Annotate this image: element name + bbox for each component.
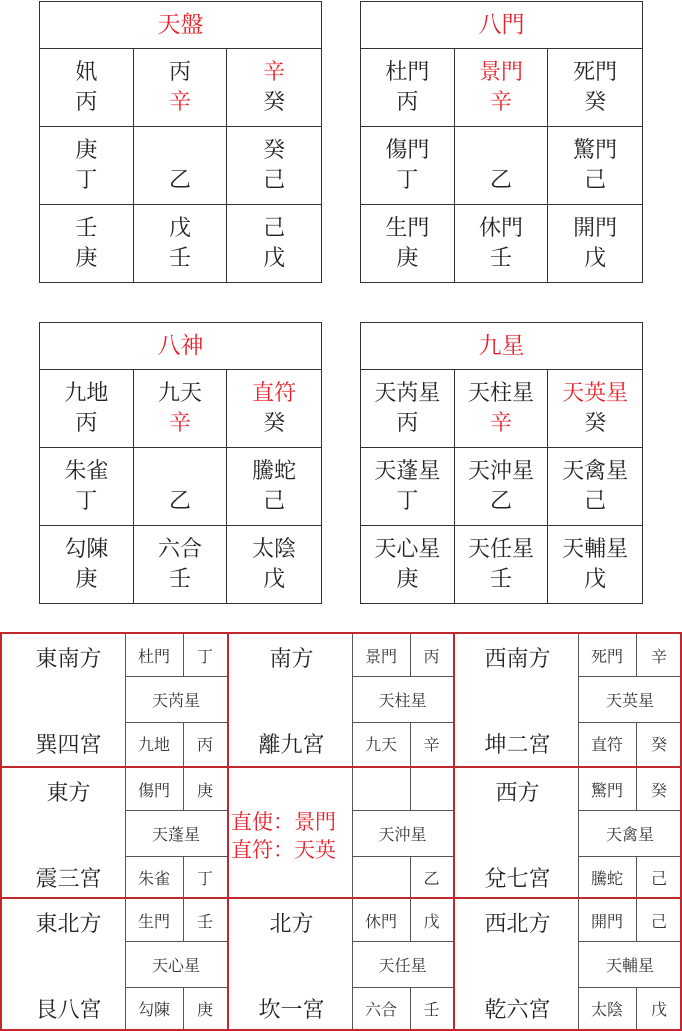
bamen-cell (455, 49, 549, 127)
bamen-cell-top: 傷門 (385, 137, 430, 163)
zhishi-label: 直使：景門 (231, 810, 336, 834)
bashen-cell-bottom: 癸 (263, 410, 286, 436)
tianpan-cell-bottom: 丙 (75, 89, 98, 115)
bashen-cell (134, 526, 228, 604)
jiuxing-cell-top: 天心星 (374, 537, 441, 562)
tianpan-cell (134, 49, 228, 127)
palace-god: 六合 (364, 1000, 397, 1019)
palace-inner-line (125, 941, 227, 942)
palace-star: 天任星 (378, 956, 427, 975)
bamen-cell (361, 205, 455, 283)
tianpan-cell (134, 205, 228, 283)
palace-stem-upper: 丁 (196, 647, 213, 666)
tianpan-cell (40, 127, 134, 205)
bashen-cell (227, 448, 321, 526)
bashen-cell (227, 526, 321, 604)
palace-name: 艮八宮 (35, 998, 102, 1023)
tianpan-cell-top: 㚨 (75, 59, 98, 85)
board-border-right (680, 632, 682, 1031)
jiuxing-grid (360, 322, 643, 604)
bashen-cell-bottom: 壬 (168, 567, 191, 592)
palace-stem-lower: 辛 (423, 735, 440, 754)
bamen-cell (455, 205, 549, 283)
tianpan-cell-bottom: 壬 (168, 246, 191, 271)
jiuxing-cell-bottom: 壬 (489, 567, 512, 592)
palace-stem-lower: 庚 (196, 1000, 213, 1019)
palace-stem-upper: 癸 (650, 781, 667, 800)
palace-stem-lower: 己 (650, 869, 667, 888)
jiuxing-cell-bottom: 庚 (396, 567, 419, 592)
palace-door: 杜門 (137, 647, 170, 666)
bamen-cell (548, 205, 642, 283)
bashen-cell (40, 448, 134, 526)
jiuxing-title: 九星 (361, 323, 642, 370)
jiuxing-cell-top: 天英星 (562, 380, 629, 406)
palace-inner-line (578, 987, 682, 988)
palace-inner-line (352, 856, 453, 857)
bamen-cell-top: 休門 (478, 216, 523, 241)
bashen-cell-bottom: 己 (263, 488, 286, 514)
palace-inner-line (125, 856, 227, 857)
bashen-cell-top: 直符 (252, 380, 297, 406)
palace-name: 坤二宮 (484, 733, 551, 758)
tianpan-cell-top: 丙 (168, 59, 191, 85)
palace-door: 死門 (590, 647, 623, 666)
palace-star: 天蓬星 (151, 825, 200, 844)
jiuxing-cell-bottom: 丙 (396, 410, 419, 436)
jiuxing-cell-bottom: 丁 (396, 488, 419, 514)
bashen-cell-top: 九地 (64, 380, 109, 406)
tianpan-cell-top: 己 (263, 216, 286, 241)
palace-stem-upper: 丙 (423, 647, 440, 666)
jiuxing-cell-bottom: 己 (584, 488, 607, 514)
jiuxing-cell (361, 448, 455, 526)
palace-god: 九地 (137, 735, 170, 754)
palace-direction: 北方 (269, 912, 314, 937)
bashen-cell-top: 朱雀 (64, 458, 109, 484)
bamen-cell-bottom: 戊 (584, 246, 607, 271)
palace-direction: 南方 (269, 647, 314, 672)
palace-inner-line (352, 722, 453, 723)
bamen-cell-bottom: 辛 (489, 89, 512, 115)
palace-inner-line (125, 987, 227, 988)
bamen-grid (360, 1, 643, 283)
palace-name: 坎一宮 (258, 998, 325, 1023)
palace-star: 天沖星 (378, 825, 427, 844)
palace-stem-lower: 壬 (423, 1000, 440, 1019)
palace-stem-lower: 丙 (196, 735, 213, 754)
jiuxing-cell (455, 526, 549, 604)
palace-inner-line (352, 941, 453, 942)
board-border-top (0, 632, 682, 634)
bamen-cell-bottom: 乙 (489, 167, 512, 193)
bamen-title: 八門 (361, 2, 642, 49)
bamen-cell-bottom: 庚 (396, 246, 419, 271)
tianpan-cell-top: 辛 (263, 59, 286, 85)
tianpan-cell-top: 戊 (168, 216, 191, 241)
palace-inner-line (578, 810, 682, 811)
tianpan-cells (40, 49, 321, 283)
palace-direction: 東方 (46, 781, 91, 806)
bashen-cell (40, 526, 134, 604)
bashen-cell-top: 勾陳 (64, 537, 109, 562)
jiuxing-cell (548, 526, 642, 604)
bamen-cell (361, 49, 455, 127)
tianpan-cell-bottom: 辛 (168, 89, 191, 115)
palace-inner-line (125, 810, 227, 811)
jiuxing-cell (455, 448, 549, 526)
jiuxing-cell (548, 370, 642, 448)
bashen-cell (134, 370, 228, 448)
palace-direction: 東北方 (35, 912, 102, 937)
tianpan-cell-bottom: 癸 (263, 89, 286, 115)
bashen-cell-bottom: 庚 (75, 567, 98, 592)
tianpan-cell (134, 127, 228, 205)
bamen-cell-top: 生門 (385, 216, 430, 241)
palace-direction: 西南方 (484, 647, 551, 672)
palace-inner-line (410, 766, 411, 810)
tianpan-cell-top: 壬 (75, 216, 98, 241)
bamen-cell-top: 驚門 (573, 137, 618, 163)
palace-stem-upper: 辛 (650, 647, 667, 666)
jiuxing-cell-top: 天禽星 (562, 458, 629, 484)
bamen-cell-bottom: 壬 (489, 246, 512, 271)
palace-name: 兌七宮 (484, 867, 551, 892)
palace-door: 生門 (137, 912, 170, 931)
palace-star: 天英星 (605, 691, 654, 710)
bashen-cell-bottom: 乙 (168, 488, 191, 514)
jiuxing-cell-bottom: 戊 (584, 567, 607, 592)
tianpan-cell-bottom: 己 (263, 167, 286, 193)
palace-star: 天輔星 (605, 956, 654, 975)
jiuxing-cell-top: 天沖星 (467, 458, 534, 484)
jiuxing-cell (548, 448, 642, 526)
bamen-cell (455, 127, 549, 205)
palace-inner-line (578, 856, 682, 857)
palace-god: 太陰 (590, 1000, 623, 1019)
palace-inner-line (578, 722, 682, 723)
board-divider-h (0, 766, 682, 768)
palace-inner-line (352, 810, 453, 811)
tianpan-cell-bottom: 乙 (168, 167, 191, 193)
bamen-cell-bottom: 己 (584, 167, 607, 193)
bamen-cell (361, 127, 455, 205)
bamen-cells (361, 49, 642, 283)
board-divider-v (227, 632, 229, 1031)
bamen-cell-bottom: 丙 (396, 89, 419, 115)
palace-god: 朱雀 (137, 869, 170, 888)
palace-name: 巽四宮 (35, 733, 102, 758)
palace-inner-line (578, 941, 682, 942)
palace-stem-upper: 戊 (423, 912, 440, 931)
tianpan-cell (40, 49, 134, 127)
tianpan-cell-bottom: 庚 (75, 246, 98, 271)
palace-star: 天柱星 (378, 691, 427, 710)
tianpan-cell-bottom: 戊 (263, 246, 286, 271)
bashen-cell-bottom: 辛 (168, 410, 191, 436)
jiuxing-cell-top: 天任星 (467, 537, 534, 562)
palace-stem-lower: 癸 (650, 735, 667, 754)
palace-stem-lower: 乙 (423, 869, 440, 888)
jiuxing-cell-bottom: 辛 (489, 410, 512, 436)
palace-star: 天心星 (151, 956, 200, 975)
board-divider-h (0, 897, 682, 899)
tianpan-cell (227, 205, 321, 283)
jiuxing-cell (455, 370, 549, 448)
jiuxing-cell-top: 天柱星 (467, 380, 534, 406)
jiuxing-cell-bottom: 癸 (584, 410, 607, 436)
palace-direction: 西北方 (484, 912, 551, 937)
palace-stem-lower: 戊 (650, 1000, 667, 1019)
bashen-title: 八神 (40, 323, 321, 370)
palace-door: 驚門 (590, 781, 623, 800)
palace-god: 騰蛇 (590, 869, 623, 888)
bashen-cell-bottom: 丁 (75, 488, 98, 514)
palace-stem-upper: 庚 (196, 781, 213, 800)
palace-stem-lower: 丁 (196, 869, 213, 888)
palace-door: 開門 (590, 912, 623, 931)
board-divider-v (453, 632, 455, 1031)
palace-star: 天芮星 (151, 691, 200, 710)
bashen-cell-top: 太陰 (252, 537, 297, 562)
board-border-left (0, 632, 2, 1031)
jiuxing-cell-top: 天蓬星 (374, 458, 441, 484)
palace-name: 離九宮 (258, 733, 325, 758)
tianpan-cell-top: 癸 (263, 137, 286, 163)
bamen-cell (548, 127, 642, 205)
tianpan-title: 天盤 (40, 2, 321, 49)
palace-god: 勾陳 (137, 1000, 170, 1019)
tianpan-grid (39, 1, 322, 283)
board-border-bottom (0, 1029, 682, 1031)
tianpan-cell (227, 127, 321, 205)
bashen-cell-top: 六合 (157, 537, 202, 562)
palace-door: 休門 (364, 912, 397, 931)
palace-inner-line (125, 676, 227, 677)
bamen-cell-top: 景門 (478, 59, 523, 85)
palace-god: 直符 (590, 735, 623, 754)
jiuxing-cell (361, 370, 455, 448)
tianpan-cell-top: 庚 (75, 137, 98, 163)
palace-name: 震三宮 (35, 867, 102, 892)
bamen-cell (548, 49, 642, 127)
palace-inner-line (352, 676, 453, 677)
zhifu-label: 直符：天英 (231, 838, 336, 862)
palace-door: 傷門 (137, 781, 170, 800)
palace-name: 乾六宮 (484, 998, 551, 1023)
jiuxing-cell (361, 526, 455, 604)
palace-board (0, 632, 682, 1031)
tianpan-cell (227, 49, 321, 127)
jiuxing-cell-top: 天輔星 (562, 537, 629, 562)
palace-door: 景門 (364, 647, 397, 666)
palace-stem-upper: 己 (650, 912, 667, 931)
bamen-cell-top: 死門 (573, 59, 618, 85)
jiuxing-cell-bottom: 乙 (489, 488, 512, 514)
palace-inner-line (125, 722, 227, 723)
bashen-cell (134, 448, 228, 526)
bashen-cell (227, 370, 321, 448)
bashen-cell-top: 九天 (157, 380, 202, 406)
bashen-cell (40, 370, 134, 448)
palace-stem-upper: 壬 (196, 912, 213, 931)
jiuxing-cell-top: 天芮星 (374, 380, 441, 406)
bamen-cell-top: 開門 (573, 216, 618, 241)
bamen-cell-bottom: 丁 (396, 167, 419, 193)
bamen-cell-top: 杜門 (385, 59, 430, 85)
bashen-cell-bottom: 丙 (75, 410, 98, 436)
bamen-cell-bottom: 癸 (584, 89, 607, 115)
palace-direction: 東南方 (35, 647, 102, 672)
palace-inner-line (578, 676, 682, 677)
tianpan-cell (40, 205, 134, 283)
bashen-cell-bottom: 戊 (263, 567, 286, 592)
palace-god: 九天 (364, 735, 397, 754)
jiuxing-cells (361, 370, 642, 604)
bashen-cells (40, 370, 321, 604)
palace-star: 天禽星 (605, 825, 654, 844)
bashen-cell-top: 騰蛇 (252, 458, 297, 484)
bashen-grid (39, 322, 322, 604)
palace-inner-line (352, 987, 453, 988)
palace-direction: 西方 (495, 781, 540, 806)
tianpan-cell-bottom: 丁 (75, 167, 98, 193)
